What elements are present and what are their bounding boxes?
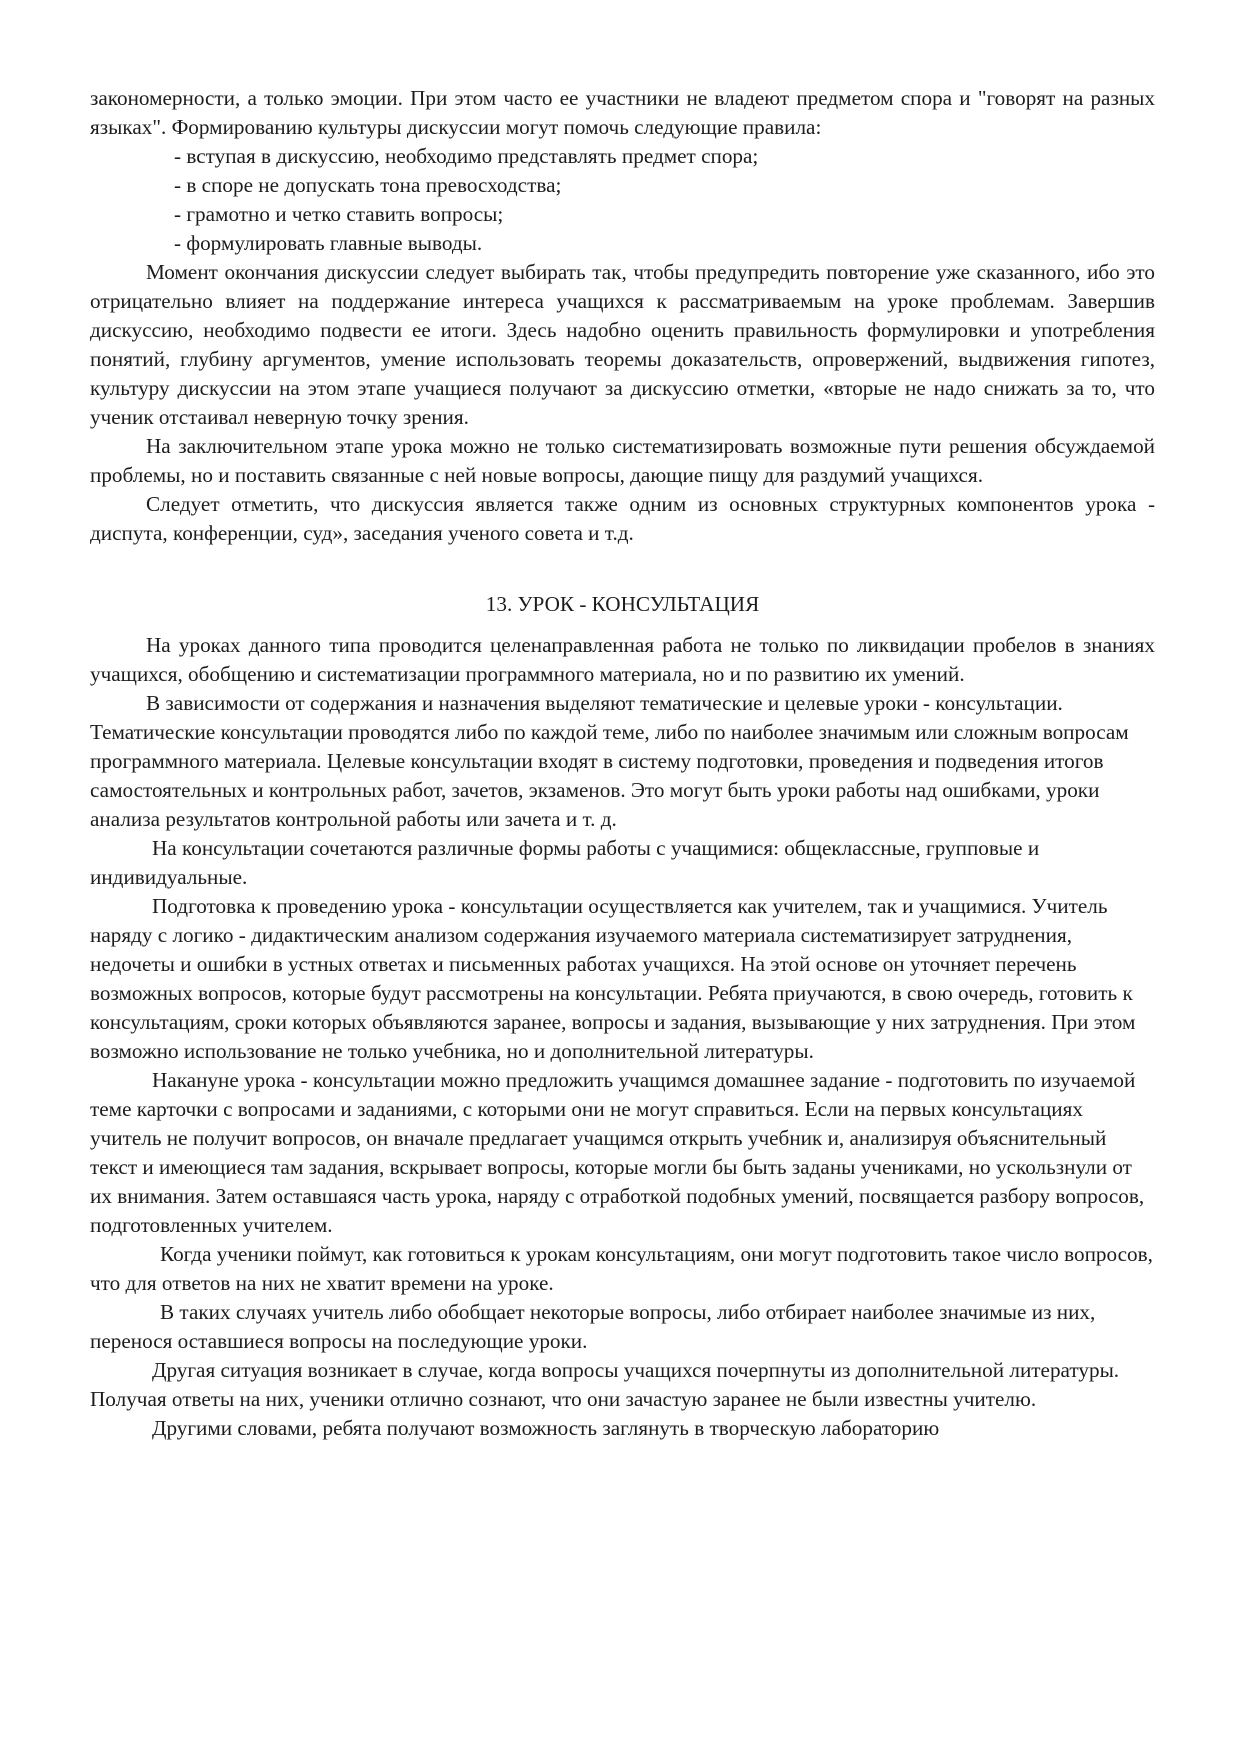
paragraph-consult-preparation: Подготовка к проведению урока - консультации осуществляется как учителем, так и учащимися. Учитель наряду с логико - дидактическим анализом содержания изучаемого материала систематизирует затруднения, недочеты и ошибки в устных ответах и письменных работах учащихся. На этой основе он уточняет перечень возможных вопросов, которые будут рассмотрены на консультации. Ребята приучаются, в свою очередь, готовить к консультациям, сроки которых объявляются заранее, вопросы и задания, вызывающие у них затруднения. При этом возможно использование не только учебника, но и дополнительной литературы. bbox=[90, 894, 1136, 1063]
paragraph-note: Следует отметить, что дискуссия является также одним из основных структурных компонентов урока - диспута, конференции, суд», заседания ученого совета и т.д. bbox=[90, 492, 1155, 545]
paragraph-final-stage: На заключительном этапе урока можно не только систематизировать возможные пути решения обсуждаемой проблемы, но и поставить связанные с ней новые вопросы, дающие пищу для раздумий учащихся. bbox=[90, 434, 1155, 487]
section-heading: 13. УРОК - КОНСУЛЬТАЦИЯ bbox=[485, 592, 760, 616]
list-item: - вступая в дискуссию, необходимо представлять предмет спора; bbox=[174, 144, 759, 168]
paragraph-consult-types: В зависимости от содержания и назначения выделяют тематические и целевые уроки - консультации. Тематические консультации проводятся либо по каждой теме, либо по наиболее значимым или сложным вопросам программного материала. Целевые консультации входят в систему подготовки, проведения и подведения итогов самостоятельных и контрольных работ, зачетов, экзаменов. Это могут быть уроки работы над ошибками, уроки анализа результатов контрольной работы или зачета и т. д. bbox=[90, 691, 1129, 831]
list-item: - грамотно и четко ставить вопросы; bbox=[174, 202, 504, 226]
list-item: - в споре не допускать тона превосходства; bbox=[174, 173, 562, 197]
paragraph-consult-homework: Накануне урока - консультации можно предложить учащимся домашнее задание - подготовить по изучаемой теме карточки с вопросами и заданиями, с которыми они не могут справиться. Если на первых консультациях учитель не получит вопросов, он вначале предлагает учащимся открыть учебник и, анализируя объяснительный текст и имеющиеся там задания, вскрывает вопросы, которые могли бы быть заданы учениками, но ускользнули от их внимания. Затем оставшаяся часть урока, наряду с отработкой подобных умений, посвящается разбору вопросов, подготовленных учителем. bbox=[90, 1068, 1145, 1237]
document-page bbox=[90, 84, 1155, 1443]
paragraph-teacher-choice: В таких случаях учитель либо обобщает некоторые вопросы, либо отбирает наиболее значимые из них, перенося оставшиеся вопросы на последующие уроки. bbox=[90, 1300, 1096, 1353]
paragraph-consult-intro: На уроках данного типа проводится целенаправленная работа не только по ликвидации пробелов в знаниях учащихся, обобщению и систематизации программного материала, но и по развитию их умений. bbox=[90, 633, 1155, 686]
paragraph-other-situation: Другая ситуация возникает в случае, когда вопросы учащихся почерпнуты из дополнительной литературы. Получая ответы на них, ученики отлично сознают, что они зачастую заранее не были известны учителю. bbox=[90, 1358, 1120, 1411]
paragraph-intro: закономерности, а только эмоции. При этом часто ее участники не владеют предметом спора и "говорят на разных языках". Формированию культуры дискуссии могут помочь следующие правила: bbox=[90, 86, 1155, 139]
discussion-rules-list bbox=[90, 142, 1155, 258]
paragraph-consult-forms: На консультации сочетаются различные формы работы с учащимися: общеклассные, групповые и индивидуальные. bbox=[90, 836, 1040, 889]
list-item: - формулировать главные выводы. bbox=[174, 231, 483, 255]
paragraph-closing: Другими словами, ребята получают возможность заглянуть в творческую лабораторию bbox=[152, 1416, 940, 1440]
paragraph-discussion-end: Момент окончания дискуссии следует выбирать так, чтобы предупредить повторение уже сказанного, ибо это отрицательно влияет на поддержание интереса учащихся к рассматриваемым на уроке проблемам. Завершив дискуссию, необходимо подвести ее итоги. Здесь надобно оценить правильность формулировки и употребления понятий, глубину аргументов, умение использовать теоремы доказательств, опровержений, выдвижения гипотез, культуру дискуссии на этом этапе учащиеся получают за дискуссию отметки, «вторые не надо снижать за то, что ученик отстаивал неверную точку зрения. bbox=[90, 260, 1155, 429]
paragraph-students-ready: Когда ученики поймут, как готовиться к урокам консультациям, они могут подготовить такое число вопросов, что для ответов на них не хватит времени на уроке. bbox=[90, 1242, 1153, 1295]
